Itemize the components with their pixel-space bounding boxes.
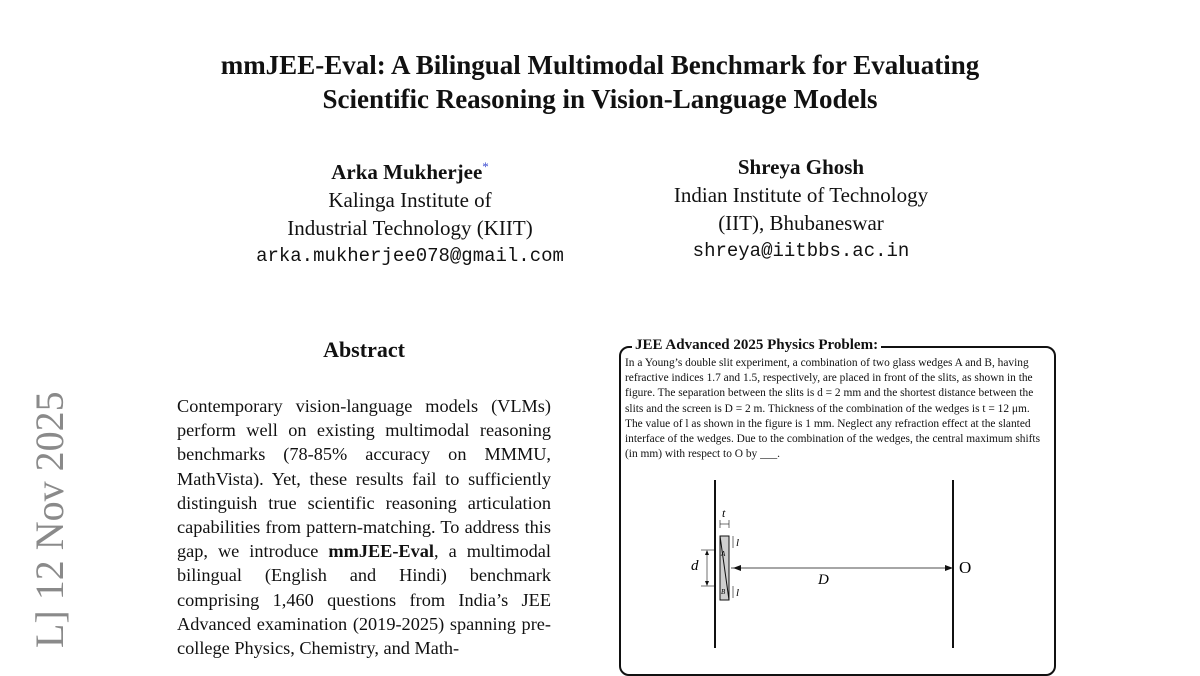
label-O: O — [959, 558, 972, 577]
author-email: arka.mukherjee078@gmail.com — [256, 245, 564, 267]
author-name: Shreya Ghosh — [737, 155, 865, 179]
author-block-1 — [220, 153, 600, 270]
author-affiliation: (IIT), Bhubaneswar — [718, 211, 884, 235]
affiliation-marker[interactable]: * — [482, 159, 489, 174]
author-name: Arka Mukherjee* — [331, 159, 489, 184]
label-A: A — [721, 550, 726, 558]
author-affiliation: Industrial Technology (KIIT) — [287, 216, 533, 240]
label-D: D — [818, 572, 829, 588]
label-l-top: l — [736, 537, 740, 549]
author-affiliation: Indian Institute of Technology — [673, 183, 929, 207]
figure-title: JEE Advanced 2025 Physics Problem: — [632, 336, 881, 354]
abstract-body: Contemporary vision-language models (VLMs) perform well on existing multimodal reasoning benchmarks (78-85% accuracy on MMMU, MathVista). Yet, these results fail to sufficiently distinguish true scientific reasoning articulation capabilities from pattern-matching. To address this gap, we introduce mmJEE-Eval, a multimodal bilingual (English and Hindi) benchmark comprising 1,460 questions from India’s JEE Advanced examination (2019-2025) spanning pre-college Physics, Chemistry, and Math- — [177, 396, 551, 659]
problem-statement: In a Young’s double slit experiment, a combination of two glass wedges A and B, having refractive indices 1.7 and 1.5, respectively, are placed in front of the slits, as shown in the figure. The separation between the slits is d = 2 mm and the shortest distance between the slits and the screen is D = 2 m. Thickness of the combination of the wedges is t = 12 μm. The value of l as shown in the figure is 1 mm. Neglect any refraction effect at the slanted interface of the wedges. Due to the combination of the wedges, the central maximum shifts (in mm) with respect to O by ___. — [625, 357, 1040, 461]
title-line-2: Scientific Reasoning in Vision-Language Models — [322, 84, 878, 114]
label-l-bottom: l — [736, 587, 740, 599]
benchmark-name: mmJEE-Eval — [328, 541, 434, 562]
abstract-heading: Abstract — [323, 337, 405, 362]
author-affiliation: Kalinga Institute of — [328, 188, 492, 212]
label-t: t — [722, 506, 726, 520]
label-B: B — [721, 588, 726, 596]
author-email: shreya@iitbbs.ac.in — [692, 240, 910, 262]
title-line-1: mmJEE-Eval: A Bilingual Multimodal Benchmark for Evaluating — [220, 50, 980, 80]
paper-title — [0, 48, 1200, 116]
wedge-diagram — [621, 476, 1054, 648]
arxiv-side-stamp: L] 12 Nov 2025 — [27, 391, 72, 648]
author-block-2 — [611, 153, 991, 265]
label-d: d — [691, 558, 699, 574]
